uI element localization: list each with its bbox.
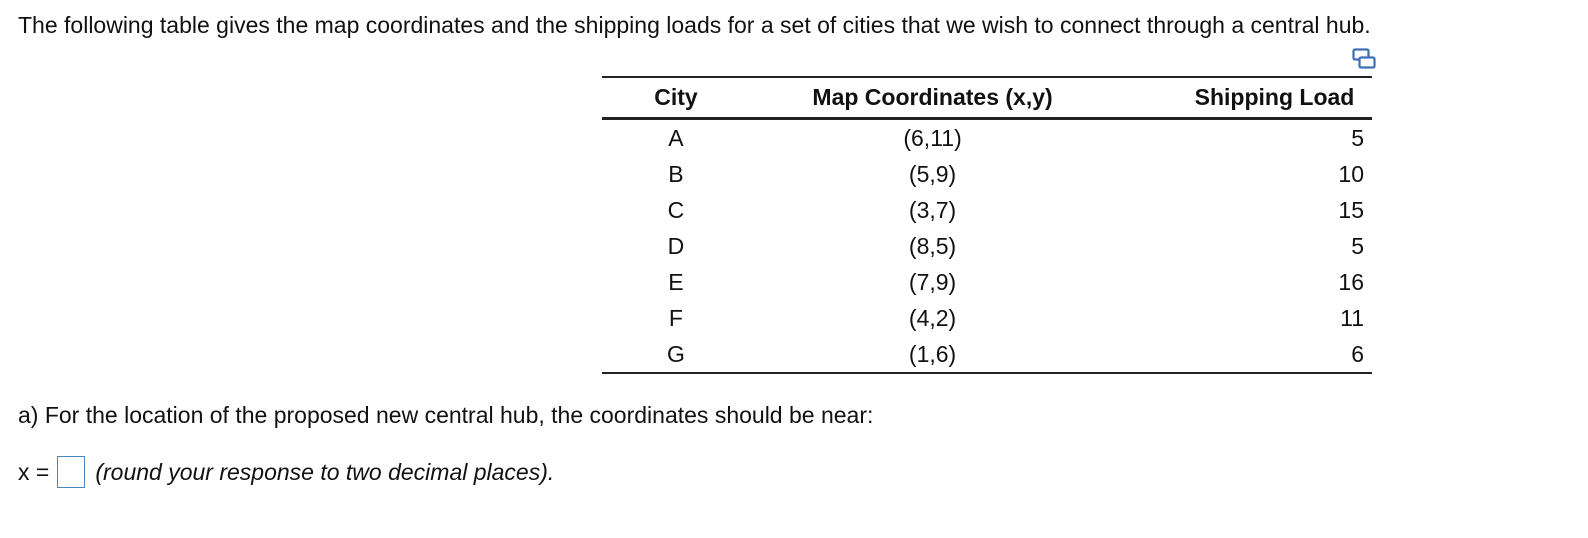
city-data-table [602,76,1372,374]
shipping-load-value: 6 [1351,340,1364,367]
coordinates-cell: (7,9) [908,268,957,295]
coordinates-cell: (1,6) [750,336,1115,373]
city-cell: C [667,196,685,223]
shipping-load-cell [1115,156,1372,192]
shipping-load-value: 10 [1338,160,1364,187]
city-cell: D [667,232,685,259]
x-answer-input[interactable] [57,456,85,488]
answer-row [18,454,554,490]
coordinates-cell: (3,7) [908,196,957,223]
shipping-load-cell [1115,264,1372,300]
shipping-load-value: 15 [1338,196,1364,223]
table-row [602,264,1372,300]
shipping-load-cell [1115,228,1372,264]
shipping-load-value: 5 [1351,232,1364,259]
table-header-row [602,77,1372,119]
city-column-header: City [602,77,750,119]
table-row [602,192,1372,228]
shipping-load-value: 16 [1338,268,1364,295]
table-row [602,156,1372,192]
city-cell: G [602,336,750,373]
city-cell: A [668,124,684,151]
table-row [602,228,1372,264]
shipping-load-cell [1115,300,1372,336]
table-row [602,336,1372,373]
coordinates-cell: (4,2) [908,304,957,331]
table-row [602,300,1372,336]
shipping-load-value: 11 [1340,304,1364,331]
rounding-hint: (round your response to two decimal places). [95,458,555,485]
city-cell: E [668,268,684,295]
shipping-load-cell [1115,336,1372,373]
shipping-load-header-label: Shipping Load [1194,84,1355,110]
city-cell: B [668,160,684,187]
coordinates-cell: (5,9) [908,160,957,187]
coordinates-cell: (8,5) [908,232,957,259]
shipping-load-cell [1115,192,1372,228]
shipping-load-column-header [1115,77,1372,119]
copy-table-icon[interactable] [1352,48,1376,70]
x-label: x = [18,458,50,485]
shipping-load-value: 5 [1351,124,1364,151]
question-text: a) For the location of the proposed new central hub, the coordinates should be near: [18,402,874,428]
shipping-load-cell [1115,119,1372,157]
problem-intro-text: The following table gives the map coordinates and the shipping loads for a set of cities that we wish to connect through a central hub. [18,12,1371,38]
coordinates-column-header: Map Coordinates (x,y) [750,77,1115,119]
city-cell: F [668,304,683,331]
table-row [602,119,1372,157]
coordinates-cell: (6,11) [903,124,962,151]
